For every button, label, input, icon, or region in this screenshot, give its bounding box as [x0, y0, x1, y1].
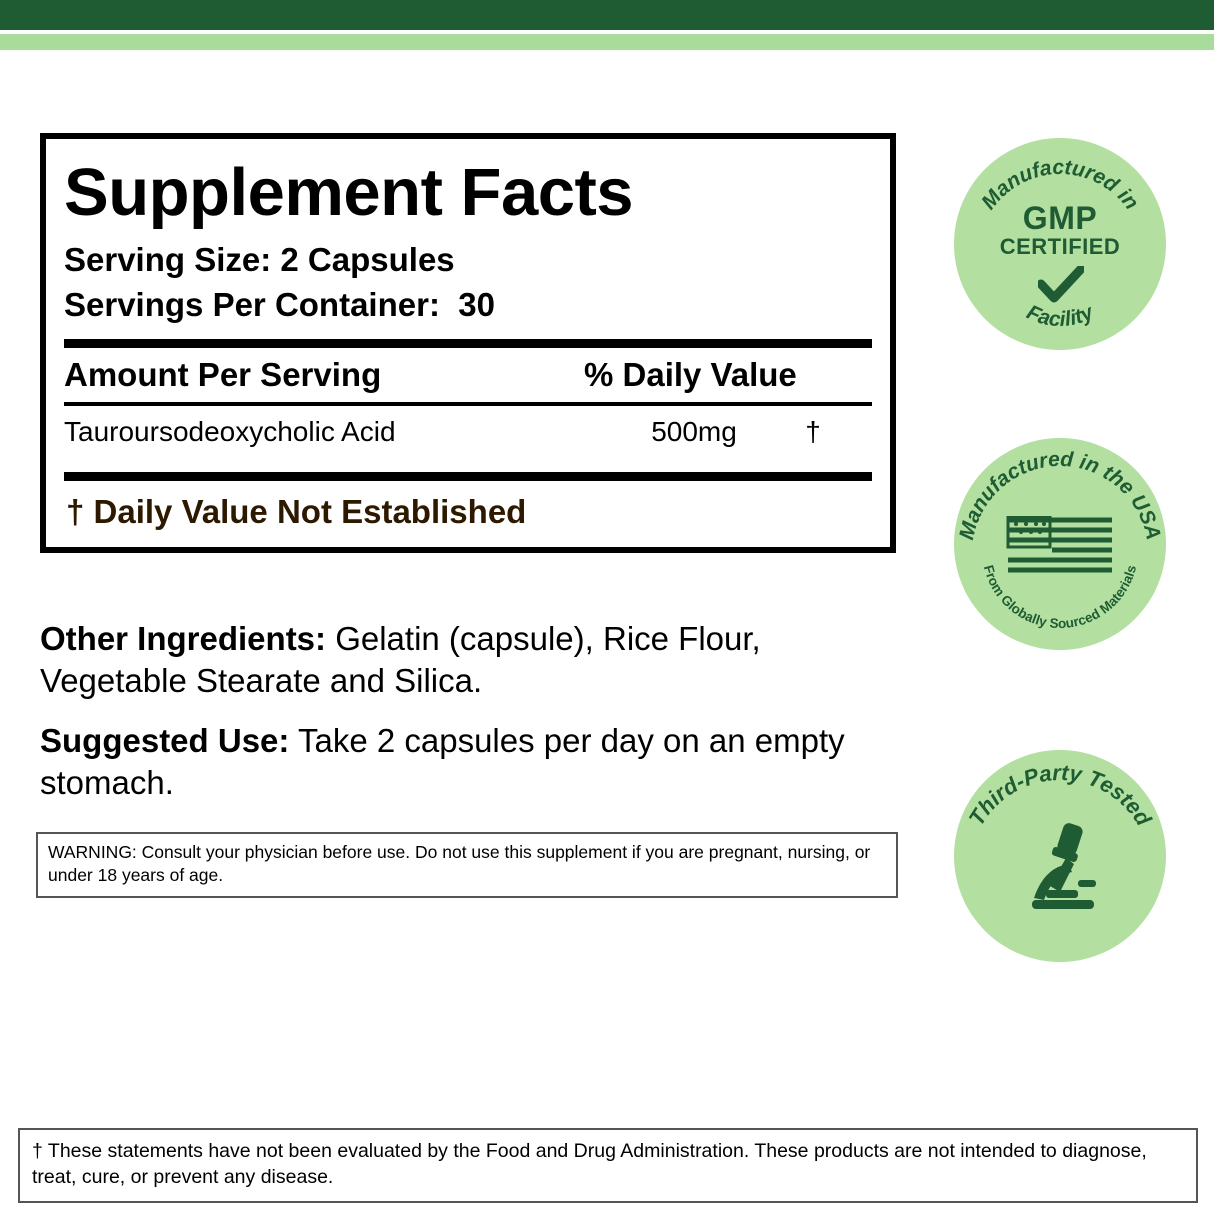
microscope-icon: [1016, 820, 1108, 916]
badge-made-in-usa: [954, 438, 1166, 650]
badge-gmp-certified: [954, 138, 1166, 350]
top-light-band: [0, 34, 1214, 50]
daily-value-footnote: † Daily Value Not Established: [66, 493, 527, 531]
ingredient-amount: 500mg: [651, 416, 737, 448]
other-ingredients-label: Other Ingredients:: [40, 620, 327, 657]
suggested-use: [40, 720, 900, 804]
servings-per-container: Servings Per Container: 30: [64, 285, 495, 323]
supplement-facts-panel: [40, 133, 896, 553]
column-header-amount: Amount Per Serving: [64, 356, 382, 394]
gmp-label: GMP: [1022, 200, 1098, 236]
svg-text:Facility: Facility: [1023, 300, 1097, 332]
usa-flag-icon: [1006, 516, 1114, 578]
ingredient-daily-value: †: [805, 416, 821, 448]
page-title: Supplement Facts: [64, 155, 634, 230]
other-ingredients-text: Gelatin (capsule), Rice Flour, Vegetable Stearate and Silica.: [40, 620, 761, 700]
svg-text:Manufactured in: Manufactured in: [977, 155, 1144, 214]
table-row: [64, 406, 872, 460]
checkmark-icon: [1038, 266, 1084, 306]
top-dark-band: [0, 0, 1214, 30]
serving-size: Serving Size: 2 Capsules: [64, 241, 455, 278]
divider-thick-top: [64, 339, 872, 348]
ingredient-name: Tauroursodeoxycholic Acid: [64, 416, 396, 448]
gmp-sublabel: CERTIFIED: [999, 234, 1121, 259]
svg-text:Manufactured in the USA: Manufactured in the USA: [955, 447, 1165, 543]
other-ingredients: [40, 618, 900, 702]
column-header-daily-value: % Daily Value: [584, 356, 797, 394]
suggested-use-text: Take 2 capsules per day on an empty stomach.: [40, 722, 845, 802]
warning-box: WARNING: Consult your physician before use. Do not use this supplement if you are pregnant, nursing, or under 18 years of age.: [36, 832, 898, 898]
divider-thick-bottom: [64, 472, 872, 481]
badge-third-party-tested: [954, 750, 1166, 962]
fda-disclaimer: † These statements have not been evaluated by the Food and Drug Administration. These products are not intended to diagnose, treat, cure, or prevent any disease.: [18, 1128, 1198, 1203]
facts-table-header: [64, 348, 872, 402]
suggested-use-label: Suggested Use:: [40, 722, 290, 759]
svg-text:From Globally Sourced Material: From Globally Sourced Materials: [980, 563, 1140, 632]
svg-text:Third-Party Tested: Third-Party Tested: [963, 759, 1157, 830]
